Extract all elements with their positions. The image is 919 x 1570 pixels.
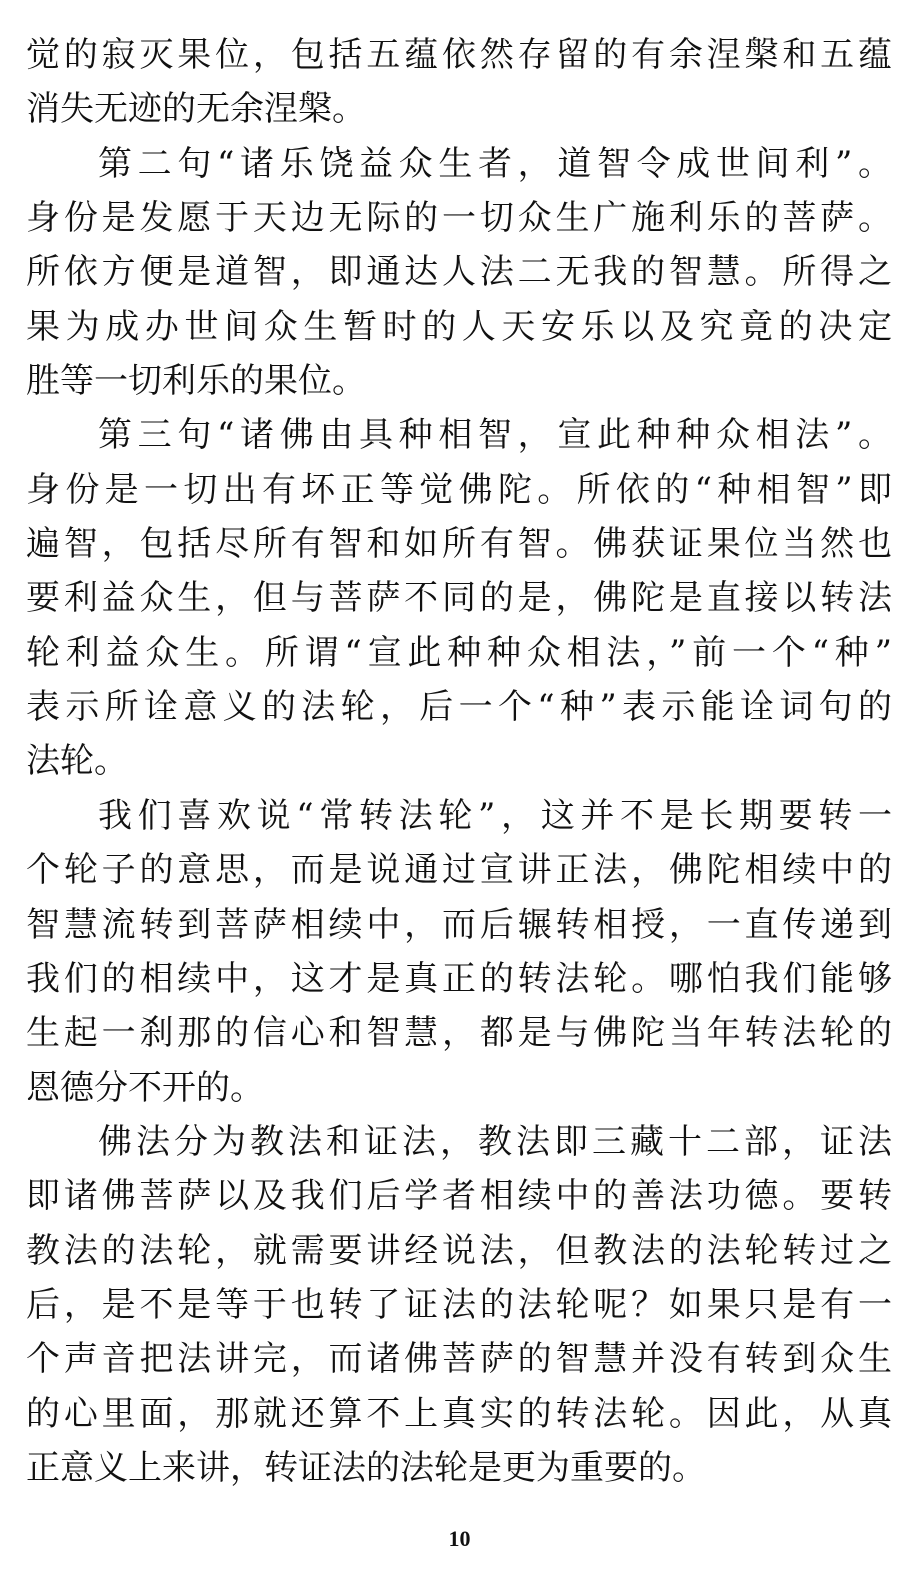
- paragraph: [26, 408, 892, 788]
- text-line: 个轮子的意思，而是说通过宣讲正法，佛陀相续中的: [26, 850, 892, 891]
- text-line: 身份是一切出有坏正等觉佛陀。所依的“种相智”即: [26, 469, 892, 510]
- paragraph: [26, 1115, 892, 1495]
- text-line: 我们喜欢说“常转法轮”，这并不是长期要转一: [98, 795, 892, 836]
- text-line: 表示所诠意义的法轮，后一个“种”表示能诠词句的: [26, 687, 892, 728]
- text-line: 第三句“诸佛由具种相智，宣此种种众相法”。: [98, 415, 892, 456]
- text-line: 个声音把法讲完，而诸佛菩萨的智慧并没有转到众生: [26, 1339, 892, 1380]
- text-line: 生起一刹那的信心和智慧，都是与佛陀当年转法轮的: [26, 1013, 892, 1054]
- page-number: 10: [448, 1526, 471, 1551]
- text-line: 法轮。: [26, 741, 128, 782]
- text-line: 的心里面，那就还算不上真实的转法轮。因此，从真: [26, 1393, 892, 1434]
- paragraph: [26, 28, 892, 137]
- text-line: 恩德分不开的。: [26, 1067, 264, 1108]
- text-line: 第二句“诸乐饶益众生者，道智令成世间利”。: [98, 143, 892, 184]
- text-line: 要利益众生，但与菩萨不同的是，佛陀是直接以转法: [26, 578, 892, 619]
- text-line: 佛法分为教法和证法，教法即三藏十二部，证法: [98, 1121, 892, 1162]
- paragraph: [26, 137, 892, 409]
- text-line: 教法的法轮，就需要讲经说法，但教法的法轮转过之: [26, 1230, 892, 1271]
- text-line: 果为成办世间众生暂时的人天安乐以及究竟的决定: [26, 306, 892, 347]
- text-line: 所依方便是道智，即通达人法二无我的智慧。所得之: [26, 252, 892, 293]
- text-line: 遍智，包括尽所有智和如所有智。佛获证果位当然也: [26, 524, 892, 565]
- text-line: 即诸佛菩萨以及我们后学者相续中的善法功德。要转: [26, 1176, 892, 1217]
- text-line: 我们的相续中，这才是真正的转法轮。哪怕我们能够: [26, 958, 892, 999]
- text-line: 轮利益众生。所谓“宣此种种众相法，”前一个“种”: [26, 632, 892, 673]
- text-line: 身份是发愿于天边无际的一切众生广施利乐的菩萨。: [26, 198, 892, 239]
- text-line: 后，是不是等于也转了证法的法轮呢？如果只是有一: [26, 1284, 892, 1325]
- text-line: 觉的寂灭果位，包括五蕴依然存留的有余涅槃和五蕴: [26, 35, 892, 75]
- page-body: [26, 28, 892, 1495]
- paragraph: [26, 789, 892, 1115]
- text-line: 消失无迹的无余涅槃。: [26, 89, 366, 130]
- text-line: 胜等一切利乐的果位。: [26, 361, 366, 402]
- text-line: 正意义上来讲，转证法的法轮是更为重要的。: [26, 1447, 706, 1488]
- text-line: 智慧流转到菩萨相续中，而后辗转相授，一直传递到: [26, 904, 892, 945]
